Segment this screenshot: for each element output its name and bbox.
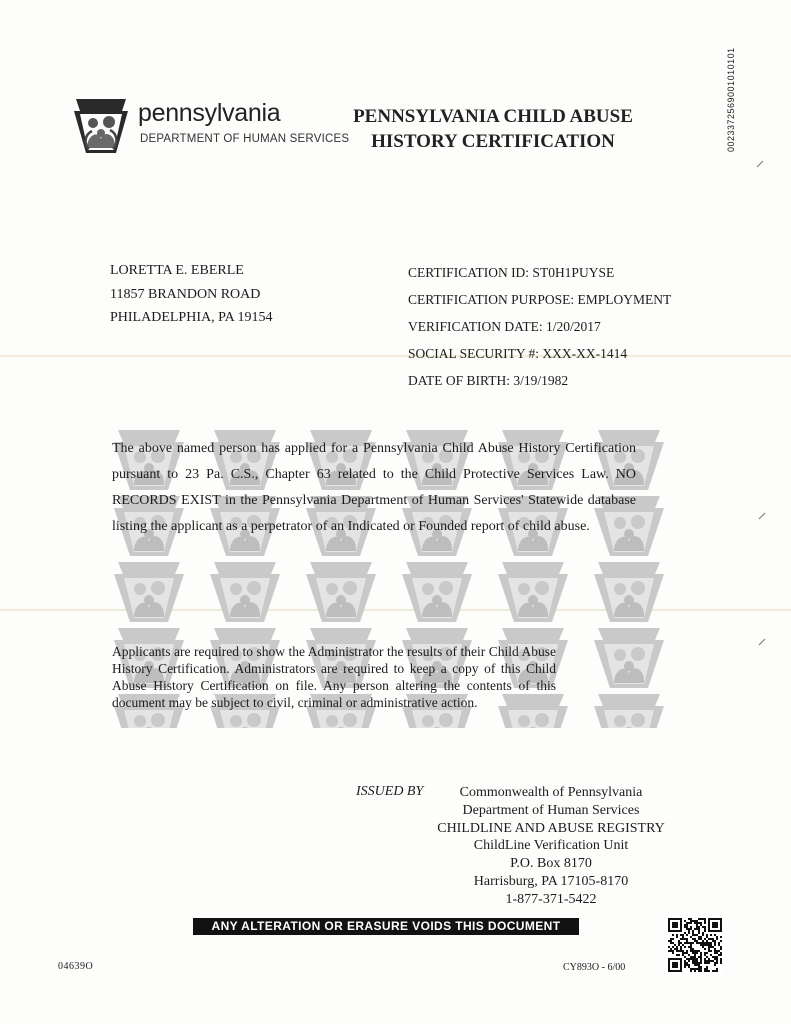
certification-purpose: CERTIFICATION PURPOSE: EMPLOYMENT xyxy=(408,292,672,307)
keystone-family-icon xyxy=(70,95,132,155)
logo-department: DEPARTMENT OF HUMAN SERVICES xyxy=(140,133,350,145)
notice-paragraph: Applicants are required to show the Administrator the results of their Child Abuse History Certification. Administrators are required to keep a copy of this Child Abuse History Certification on file. Any person altering the contents of this document may be subject to civil, criminal or administrative action. xyxy=(112,644,556,710)
issuer-line: Harrisburg, PA 17105-8170 xyxy=(473,873,629,889)
form-number-right: CY893O - 6/00 xyxy=(563,962,626,973)
applicant-street: 11857 BRANDON ROAD xyxy=(110,286,261,302)
scan-mark xyxy=(756,160,764,168)
certification-id: CERTIFICATION ID: ST0H1PUYSE xyxy=(408,265,615,280)
social-security-number: SOCIAL SECURITY #: XXX-XX-1414 xyxy=(408,346,628,361)
form-number-left: 04639O xyxy=(58,961,94,972)
certification-details xyxy=(408,259,671,394)
issuer-line: Department of Human Services xyxy=(462,802,640,818)
issuer-line: CHILDLINE AND ABUSE REGISTRY xyxy=(437,820,665,836)
verification-date: VERIFICATION DATE: 1/20/2017 xyxy=(408,319,601,334)
qr-code-icon xyxy=(666,916,724,974)
watermark-keystone-icon xyxy=(590,626,668,690)
applicant-name: LORETTA E. EBERLE xyxy=(110,263,244,278)
issuer-line: ChildLine Verification Unit xyxy=(473,838,629,854)
watermark-keystone-icon xyxy=(494,560,572,624)
title-line-1: PENNSYLVANIA CHILD ABUSE xyxy=(353,106,633,127)
serial-number: 0023372569001010101 xyxy=(726,47,736,152)
issuer-line: P.O. Box 8170 xyxy=(510,856,592,872)
alteration-warning-banner: ANY ALTERATION OR ERASURE VOIDS THIS DOCUMENT xyxy=(193,918,579,935)
scan-line xyxy=(0,355,791,357)
watermark-keystone-icon xyxy=(302,560,380,624)
watermark-keystone-icon xyxy=(590,560,668,624)
logo-wordmark: pennsylvania xyxy=(138,99,281,127)
watermark-keystone-icon xyxy=(590,692,668,728)
scan-mark xyxy=(758,638,766,646)
issued-by-label: ISSUED BY xyxy=(356,784,424,799)
issuer-block xyxy=(428,784,674,909)
watermark-keystone-icon xyxy=(206,560,284,624)
title-line-2: HISTORY CERTIFICATION xyxy=(371,131,615,152)
scan-mark xyxy=(758,512,766,520)
pa-dhs-logo xyxy=(70,95,350,155)
document-title xyxy=(338,104,648,154)
issuer-line: 1-877-371-5422 xyxy=(505,891,597,907)
watermark-keystone-icon xyxy=(398,560,476,624)
result-paragraph: The above named person has applied for a Pennsylvania Child Abuse History Certification pursuant to 23 Pa. C.S., Chapter 63 related to the Child Protective Services Law. NO RECORDS EXIST in the Pennsylvania Department of Human Services' Statewide database listing the applicant as a perpetrator of an Indicated or Founded report of child abuse. xyxy=(112,441,636,534)
issuer-line: Commonwealth of Pennsylvania xyxy=(459,785,643,800)
date-of-birth: DATE OF BIRTH: 3/19/1982 xyxy=(408,373,569,388)
applicant-city: PHILADELPHIA, PA 19154 xyxy=(110,310,273,325)
watermark-keystone-icon xyxy=(110,560,188,624)
applicant-address xyxy=(110,259,272,330)
